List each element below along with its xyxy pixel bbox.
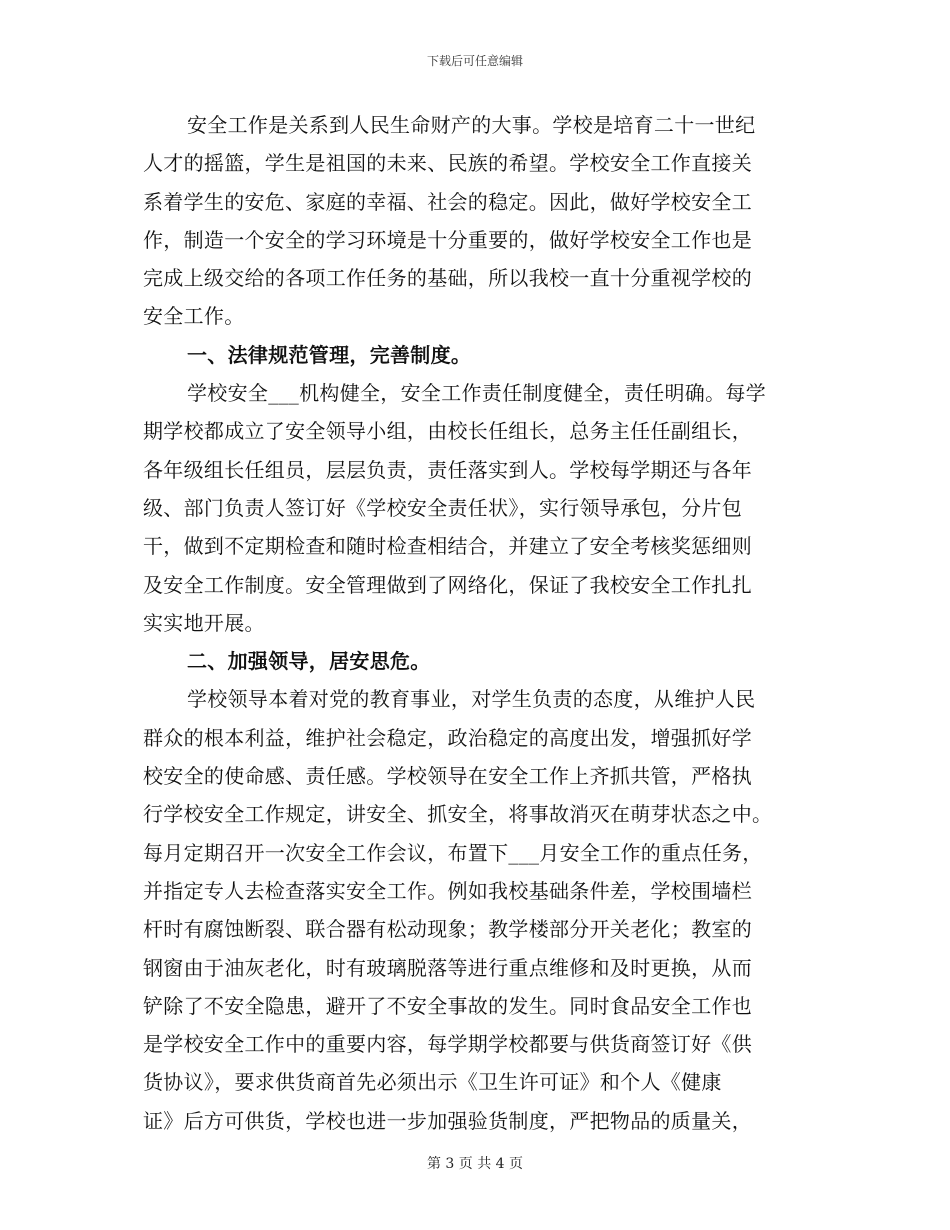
section-heading-2: 二、加强领导，居安思危。 <box>187 649 431 674</box>
paragraph-line: 安全工作。 <box>143 304 245 329</box>
paragraph-line: 是学校安全工作中的重要内容，每学期学校都要与供货商签订好《供 <box>143 1032 752 1057</box>
paragraph-line: 完成上级交给的各项工作任务的基础，所以我校一直十分重视学校的 <box>143 266 752 291</box>
page-header: 下载后可任意编辑 <box>426 54 523 68</box>
document-body <box>143 106 811 1140</box>
paragraph-line: 作，制造一个安全的学习环境是十分重要的，做好学校安全工作也是 <box>143 227 752 252</box>
paragraph-line: 学校安全___机构健全，安全工作责任制度健全，责任明确。每学 <box>187 381 766 406</box>
paragraph-line: 校安全的使命感、责任感。学校领导在安全工作上齐抓共管，严格执 <box>143 764 752 789</box>
paragraph-line: 杆时有腐蚀断裂、联合器有松动现象；教学楼部分开关老化；教室的 <box>143 917 752 942</box>
paragraph-line: 每月定期召开一次安全工作会议，布置下___月安全工作的重点任务， <box>143 840 763 865</box>
paragraph-line: 各年级组长任组员，层层负责，责任落实到人。学校每学期还与各年 <box>143 457 752 482</box>
paragraph-line: 货协议》，要求供货商首先必须出示《卫生许可证》和个人《健康 <box>143 1070 722 1095</box>
paragraph-line: 及安全工作制度。安全管理做到了网络化，保证了我校安全工作扎扎 <box>143 572 752 597</box>
paragraph-line: 安全工作是关系到人民生命财产的大事。学校是培育二十一世纪 <box>187 113 756 137</box>
section-heading-1: 一、法律规范管理，完善制度。 <box>187 342 472 367</box>
paragraph-line: 学校领导本着对党的教育事业，对学生负责的态度，从维护人民 <box>187 687 756 712</box>
paragraph-line: 钢窗由于油灰老化，时有玻璃脱落等进行重点维修和及时更换，从而 <box>143 955 752 980</box>
paragraph-line: 实实地开展。 <box>143 610 265 635</box>
page-number-footer: 第 3 页 共 4 页 <box>426 1156 524 1172</box>
paragraph-line: 干，做到不定期检查和随时检查相结合，并建立了安全考核奖惩细则 <box>143 534 752 559</box>
paragraph-line: 行学校安全工作规定，讲安全、抓安全，将事故消灭在萌芽状态之中。 <box>143 802 773 827</box>
paragraph-line: 群众的根本利益，维护社会稳定，政治稳定的高度出发，增强抓好学 <box>143 725 752 750</box>
paragraph-line: 期学校都成立了安全领导小组，由校长任组长，总务主任任副组长， <box>143 419 752 444</box>
paragraph-line: 级、部门负责人签订好《学校安全责任状》，实行领导承包，分片包 <box>143 495 742 520</box>
paragraph-line: 人才的摇篮，学生是祖国的未来、民族的希望。学校安全工作直接关 <box>143 151 752 176</box>
paragraph-line: 并指定专人去检查落实安全工作。例如我校基础条件差，学校围墙栏 <box>143 878 752 903</box>
paragraph-line: 证》后方可供货，学校也进一步加强验货制度，严把物品的质量关， <box>143 1108 752 1133</box>
paragraph-line: 系着学生的安危、家庭的幸福、社会的稳定。因此，做好学校安全工 <box>143 189 752 214</box>
paragraph-line: 铲除了不安全隐患，避开了不安全事故的发生。同时食品安全工作也 <box>143 993 752 1018</box>
